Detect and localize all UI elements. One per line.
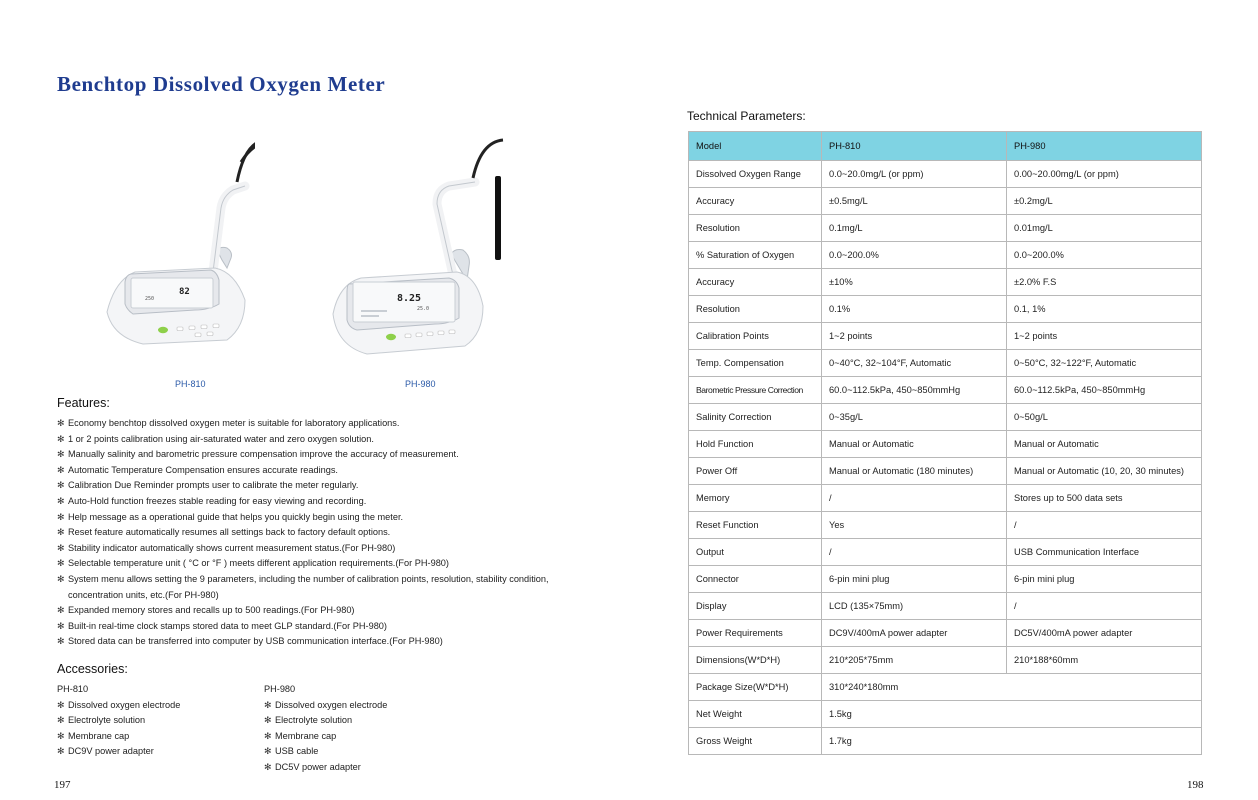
list-item — [57, 603, 577, 619]
accessories-ph980 — [264, 682, 387, 776]
param-value-ph980: 0.0~200.0% — [1007, 242, 1202, 269]
param-value-ph980: 6-pin mini plug — [1007, 566, 1202, 593]
table-row — [689, 215, 1202, 242]
table-row — [689, 377, 1202, 404]
table-row — [689, 458, 1202, 485]
ph810-meter-image — [95, 132, 255, 372]
param-value-ph980: 210*188*60mm — [1007, 647, 1202, 674]
table-row — [689, 485, 1202, 512]
param-name: Barometric Pressure Correction — [689, 377, 822, 404]
param-value-ph980: Stores up to 500 data sets — [1007, 485, 1202, 512]
table-row — [689, 512, 1202, 539]
bullet-icon: ✻ — [57, 449, 65, 460]
list-item — [57, 432, 577, 448]
bullet-icon: ✻ — [57, 636, 65, 647]
list-item — [57, 713, 180, 729]
param-name: Dissolved Oxygen Range — [689, 161, 822, 188]
ph980-meter-image — [325, 134, 505, 374]
list-item — [264, 729, 387, 745]
param-name: Display — [689, 593, 822, 620]
accessory-text: Electrolyte solution — [68, 715, 146, 726]
feature-text: Auto-Hold function freezes stable reading for easy viewing and recording. — [68, 495, 367, 506]
param-value-ph980: DC5V/400mA power adapter — [1007, 620, 1202, 647]
table-header-row — [689, 132, 1202, 161]
param-value-ph980: / — [1007, 512, 1202, 539]
accessories-model: PH-810 — [57, 684, 89, 694]
accessory-text: DC9V power adapter — [68, 746, 154, 757]
param-value-ph810: Manual or Automatic (180 minutes) — [822, 458, 1007, 485]
header-cell-model: Model — [689, 132, 822, 161]
param-value-ph810: 0.1% — [822, 296, 1007, 323]
bullet-icon: ✻ — [57, 620, 65, 631]
param-value-ph980: 0.00~20.00mg/L (or ppm) — [1007, 161, 1202, 188]
param-name: Package Size(W*D*H) — [689, 674, 822, 701]
param-value-ph980: / — [1007, 593, 1202, 620]
table-row — [689, 728, 1202, 755]
bullet-icon: ✻ — [57, 433, 65, 444]
table-row — [689, 593, 1202, 620]
param-name: Gross Weight — [689, 728, 822, 755]
bullet-icon: ✻ — [57, 527, 65, 538]
param-value-ph810: 0.0~20.0mg/L (or ppm) — [822, 161, 1007, 188]
bullet-icon: ✻ — [264, 699, 272, 710]
param-name: Hold Function — [689, 431, 822, 458]
list-item — [57, 698, 180, 714]
table-row — [689, 674, 1202, 701]
list-item — [57, 634, 577, 650]
ph980-screen-sub: 25.0 — [417, 306, 430, 312]
ph980-screen-reading: 8.25 — [397, 293, 422, 304]
list-item — [57, 572, 577, 603]
table-row — [689, 323, 1202, 350]
param-value-ph980: ±2.0% F.S — [1007, 269, 1202, 296]
param-value-ph810: ±10% — [822, 269, 1007, 296]
param-value-shared: 1.5kg — [822, 701, 1202, 728]
param-name: Resolution — [689, 215, 822, 242]
accessory-text: USB cable — [275, 746, 319, 757]
accessories-ph810 — [57, 682, 180, 760]
param-value-ph810: 0~40°C, 32~104°F, Automatic — [822, 350, 1007, 377]
param-value-ph810: 0.1mg/L — [822, 215, 1007, 242]
feature-text: Help message as a operational guide that helps you quickly begin using the meter. — [68, 511, 404, 522]
list-item — [57, 556, 577, 572]
param-name: Memory — [689, 485, 822, 512]
bullet-icon: ✻ — [57, 511, 65, 522]
param-name: Net Weight — [689, 701, 822, 728]
list-item — [264, 698, 387, 714]
param-value-ph980: 60.0~112.5kPa, 450~850mmHg — [1007, 377, 1202, 404]
accessory-text: Dissolved oxygen electrode — [68, 699, 181, 710]
accessory-text: DC5V power adapter — [275, 761, 361, 772]
param-value-ph980: 0.1, 1% — [1007, 296, 1202, 323]
param-value-ph980: USB Communication Interface — [1007, 539, 1202, 566]
bullet-icon: ✻ — [57, 605, 65, 616]
param-name: Output — [689, 539, 822, 566]
param-value-shared: 1.7kg — [822, 728, 1202, 755]
list-item — [57, 447, 577, 463]
param-value-ph980: 0.01mg/L — [1007, 215, 1202, 242]
param-value-ph810: 210*205*75mm — [822, 647, 1007, 674]
tech-params-heading: Technical Parameters: — [687, 109, 806, 123]
table-row — [689, 566, 1202, 593]
feature-text: Calibration Due Reminder prompts user to calibrate the meter regularly. — [68, 480, 359, 491]
bullet-icon: ✻ — [57, 715, 65, 726]
table-row — [689, 269, 1202, 296]
bullet-icon: ✻ — [57, 495, 65, 506]
param-value-ph810: DC9V/400mA power adapter — [822, 620, 1007, 647]
param-value-ph810: Manual or Automatic — [822, 431, 1007, 458]
list-item — [57, 541, 577, 557]
header-cell-ph810: PH-810 — [822, 132, 1007, 161]
list-item — [57, 744, 180, 760]
feature-text: Built-in real-time clock stamps stored data to meet GLP standard.(For PH-980) — [68, 620, 387, 631]
param-value-shared: 310*240*180mm — [822, 674, 1202, 701]
param-value-ph810: 60.0~112.5kPa, 450~850mmHg — [822, 377, 1007, 404]
bullet-icon: ✻ — [57, 730, 65, 741]
bullet-icon: ✻ — [57, 746, 65, 757]
bullet-icon: ✻ — [57, 418, 65, 428]
param-value-ph810: 6-pin mini plug — [822, 566, 1007, 593]
bullet-icon: ✻ — [264, 761, 272, 772]
param-value-ph980: 0~50g/L — [1007, 404, 1202, 431]
param-value-ph810: Yes — [822, 512, 1007, 539]
param-value-ph810: 0~35g/L — [822, 404, 1007, 431]
param-value-ph810: / — [822, 485, 1007, 512]
param-value-ph980: ±0.2mg/L — [1007, 188, 1202, 215]
param-name: Power Requirements — [689, 620, 822, 647]
list-item — [57, 510, 577, 526]
param-value-ph810: ±0.5mg/L — [822, 188, 1007, 215]
ph980-caption: PH-980 — [405, 379, 436, 389]
param-name: Calibration Points — [689, 323, 822, 350]
param-name: Accuracy — [689, 269, 822, 296]
table-row — [689, 188, 1202, 215]
feature-text: Manually salinity and barometric pressure compensation improve the accuracy of measurement. — [68, 449, 459, 460]
param-name: Power Off — [689, 458, 822, 485]
table-row — [689, 161, 1202, 188]
feature-text: Stability indicator automatically shows current measurement status.(For PH-980) — [68, 542, 396, 553]
param-name: % Saturation of Oxygen — [689, 242, 822, 269]
header-cell-ph980: PH-980 — [1007, 132, 1202, 161]
param-name: Accuracy — [689, 188, 822, 215]
param-value-ph810: 0.0~200.0% — [822, 242, 1007, 269]
param-name: Connector — [689, 566, 822, 593]
features-list — [57, 416, 577, 650]
list-item — [264, 744, 387, 760]
accessory-text: Membrane cap — [68, 730, 130, 741]
table-row — [689, 431, 1202, 458]
bullet-icon: ✻ — [57, 542, 65, 553]
bullet-icon: ✻ — [264, 730, 272, 741]
bullet-icon: ✻ — [264, 715, 272, 726]
param-value-ph980: Manual or Automatic — [1007, 431, 1202, 458]
list-item — [57, 478, 577, 494]
table-row — [689, 647, 1202, 674]
feature-text: Automatic Temperature Compensation ensures accurate readings. — [68, 464, 338, 475]
table-row — [689, 296, 1202, 323]
bullet-icon: ✻ — [57, 699, 65, 710]
ph810-screen-reading: 82 — [179, 287, 190, 297]
bullet-icon: ✻ — [57, 480, 65, 491]
feature-text: 1 or 2 points calibration using air-saturated water and zero oxygen solution. — [68, 433, 374, 444]
list-item — [57, 463, 577, 479]
feature-text: System menu allows setting the 9 parameters, including the number of calibration points, resolution, stability condition, concentration units, etc.(For PH-980) — [68, 573, 549, 600]
param-name: Temp. Compensation — [689, 350, 822, 377]
list-item — [57, 729, 180, 745]
feature-text: Selectable temperature unit ( °C or °F ) meets different application requirements.(For PH-980) — [68, 558, 449, 569]
param-name: Salinity Correction — [689, 404, 822, 431]
list-item — [57, 619, 577, 635]
page-number-right: 198 — [1187, 779, 1204, 791]
param-value-ph810: LCD (135×75mm) — [822, 593, 1007, 620]
accessory-text: Dissolved oxygen electrode — [275, 699, 388, 710]
param-name: Reset Function — [689, 512, 822, 539]
param-value-ph810: / — [822, 539, 1007, 566]
accessories-model: PH-980 — [264, 684, 296, 694]
feature-text: Economy benchtop dissolved oxygen meter is suitable for laboratory applications. — [68, 418, 400, 428]
feature-text: Stored data can be transferred into computer by USB communication interface.(For PH-980) — [68, 636, 443, 647]
table-row — [689, 404, 1202, 431]
param-name: Resolution — [689, 296, 822, 323]
tech-params-table — [688, 131, 1202, 755]
list-item — [264, 713, 387, 729]
feature-text: Reset feature automatically resumes all settings back to factory default options. — [68, 527, 391, 538]
page-number-left: 197 — [54, 779, 71, 791]
bullet-icon: ✻ — [57, 464, 65, 475]
param-value-ph980: 0~50°C, 32~122°F, Automatic — [1007, 350, 1202, 377]
features-heading: Features: — [57, 396, 110, 410]
param-value-ph980: 1~2 points — [1007, 323, 1202, 350]
param-value-ph980: Manual or Automatic (10, 20, 30 minutes) — [1007, 458, 1202, 485]
table-row — [689, 242, 1202, 269]
table-row — [689, 620, 1202, 647]
list-item — [57, 525, 577, 541]
list-item — [264, 760, 387, 776]
list-item — [57, 416, 577, 432]
accessories-heading: Accessories: — [57, 662, 128, 676]
accessory-text: Electrolyte solution — [275, 715, 353, 726]
list-item — [57, 494, 577, 510]
ph810-screen-sub: 250 — [145, 296, 155, 302]
page-title: Benchtop Dissolved Oxygen Meter — [57, 72, 386, 96]
table-row — [689, 350, 1202, 377]
param-value-ph810: 1~2 points — [822, 323, 1007, 350]
ph810-caption: PH-810 — [175, 379, 206, 389]
bullet-icon: ✻ — [57, 573, 65, 584]
accessory-text: Membrane cap — [275, 730, 337, 741]
bullet-icon: ✻ — [57, 558, 65, 569]
feature-text: Expanded memory stores and recalls up to 500 readings.(For PH-980) — [68, 605, 355, 616]
table-row — [689, 539, 1202, 566]
param-name: Dimensions(W*D*H) — [689, 647, 822, 674]
table-row — [689, 701, 1202, 728]
bullet-icon: ✻ — [264, 746, 272, 757]
